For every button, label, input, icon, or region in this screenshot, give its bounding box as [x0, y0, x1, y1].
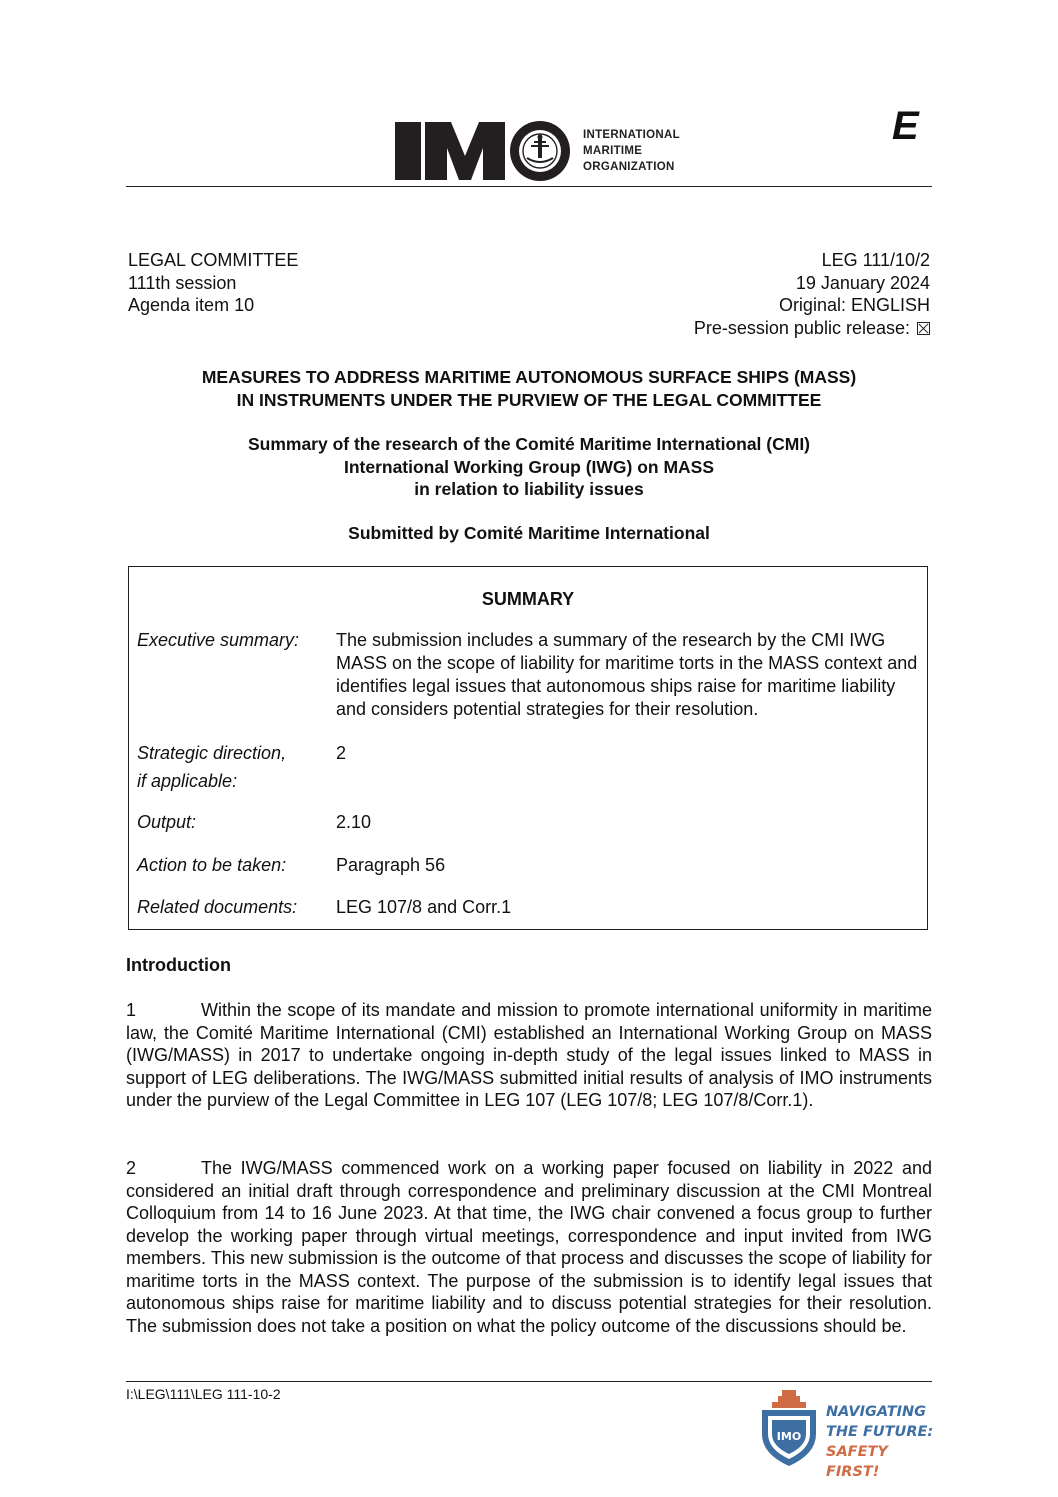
sub-title-line-3: in relation to liability issues: [414, 479, 644, 499]
slogan-line-1: NAVIGATING: [826, 1404, 927, 1420]
doc-symbol: LEG 111/10/2: [821, 250, 930, 270]
badge-text: IMO: [776, 1430, 802, 1443]
sub-title-line-2: International Working Group (IWG) on MASS: [343, 456, 715, 477]
output-label: Output:: [137, 812, 197, 832]
main-title-line-2: IN INSTRUMENTS UNDER THE PURVIEW OF THE LEGAL COMMITTEE: [236, 389, 822, 410]
main-title: [126, 366, 932, 411]
slogan-line-3: SAFETY FIRST!: [826, 1444, 888, 1480]
executive-label: Executive summary:: [137, 630, 300, 650]
intro-heading: Introduction: [126, 955, 231, 975]
submitted-by: Submitted by Comité Maritime International: [348, 523, 710, 543]
language-mark: E: [892, 104, 919, 148]
session: 111th session: [128, 272, 237, 293]
original-language: Original: ENGLISH: [778, 295, 930, 315]
meta-right: [694, 249, 930, 339]
executive-text: The submission includes a summary of the research by the CMI IWG MASS on the scope of liability for maritime torts in the MASS context and identifies legal issues that autonomous ships raise for maritime liability and considers potential strategies for their resolution.: [336, 630, 918, 719]
sub-title-line-1: Summary of the research of the Comité Maritime International (CMI): [247, 434, 811, 454]
related-value: LEG 107/8 and Corr.1: [336, 897, 512, 917]
meta-left: [128, 249, 298, 317]
action-value: Paragraph 56: [336, 855, 446, 875]
campaign-slogan: [826, 1402, 938, 1482]
paragraph-2-text: The IWG/MASS commenced work on a working paper focused on liability in 2022 and considered an initial draft through correspondence and preliminary discussion at the CMI Montreal Colloquium from 14 to 16 June 2023. At that time, the IWG chair convened a focus group to further develop the working paper through virtual meetings, correspondence and input invited from IWG members. This new submission is the outcome of that process and discusses the scope of liability for maritime torts in the MASS context. The purpose of the submission is to identify legal issues that autonomous ships raise for maritime liability and to discuss potential strategies for their resolution. The submission does not take a position on what the policy outcome of the discussions should be.: [126, 1158, 932, 1336]
summary-box: [128, 566, 928, 930]
output-value: 2.10: [336, 812, 372, 832]
doc-date: 19 January 2024: [795, 272, 930, 293]
strategic-label-line-1: Strategic direction,: [137, 743, 287, 763]
paragraph-2-number: 2: [126, 1158, 137, 1178]
sub-title: [126, 433, 932, 501]
agenda-item: Agenda item 10: [128, 295, 255, 315]
committee-name: LEGAL COMMITTEE: [128, 250, 299, 270]
strategic-label-line-2: if applicable:: [137, 771, 238, 791]
org-line-2: MARITIME: [583, 145, 643, 157]
release-line: [694, 317, 930, 340]
paragraph-1-text: Within the scope of its mandate and mission to promote international uniformity in maritime law, the Comité Maritime International (CMI) established an International Working Group on MASS (IWG/MASS) in 2017 to undertake ongoing in-depth study of the legal issues linked to MASS in support of LEG deliberations. The IWG/MASS submitted initial results of analysis of IMO instruments under the purview of the Legal Committee in LEG 107 (LEG 107/8; LEG 107/8/Corr.1).: [126, 1000, 932, 1110]
imo-logo: [395, 118, 705, 184]
slogan-line-2: THE FUTURE:: [826, 1424, 934, 1440]
paragraph-2: [126, 1157, 932, 1337]
org-line-1: INTERNATIONAL: [583, 129, 680, 141]
summary-heading: SUMMARY: [481, 589, 575, 609]
release-label: Pre-session public release:: [693, 317, 910, 338]
paragraph-1: [126, 999, 932, 1112]
header-rule: [126, 186, 932, 187]
checked-box-icon: [917, 322, 930, 335]
strategic-value: 2: [336, 743, 347, 763]
imo-wordmark-icon: [395, 120, 575, 182]
file-path: I:\LEG\111\LEG 111-10-2: [126, 1386, 281, 1402]
related-label: Related documents:: [137, 897, 298, 917]
org-line-3: ORGANIZATION: [583, 161, 675, 173]
org-name: [583, 127, 680, 175]
main-title-line-1: MEASURES TO ADDRESS MARITIME AUTONOMOUS SURFACE SHIPS (MASS): [201, 367, 857, 387]
paragraph-1-number: 1: [126, 1000, 137, 1020]
action-label: Action to be taken:: [137, 855, 287, 875]
strategic-label: [137, 739, 327, 795]
footer-rule: [126, 1381, 932, 1382]
campaign-logo: [758, 1388, 938, 1480]
shield-ship-icon: [758, 1388, 820, 1468]
